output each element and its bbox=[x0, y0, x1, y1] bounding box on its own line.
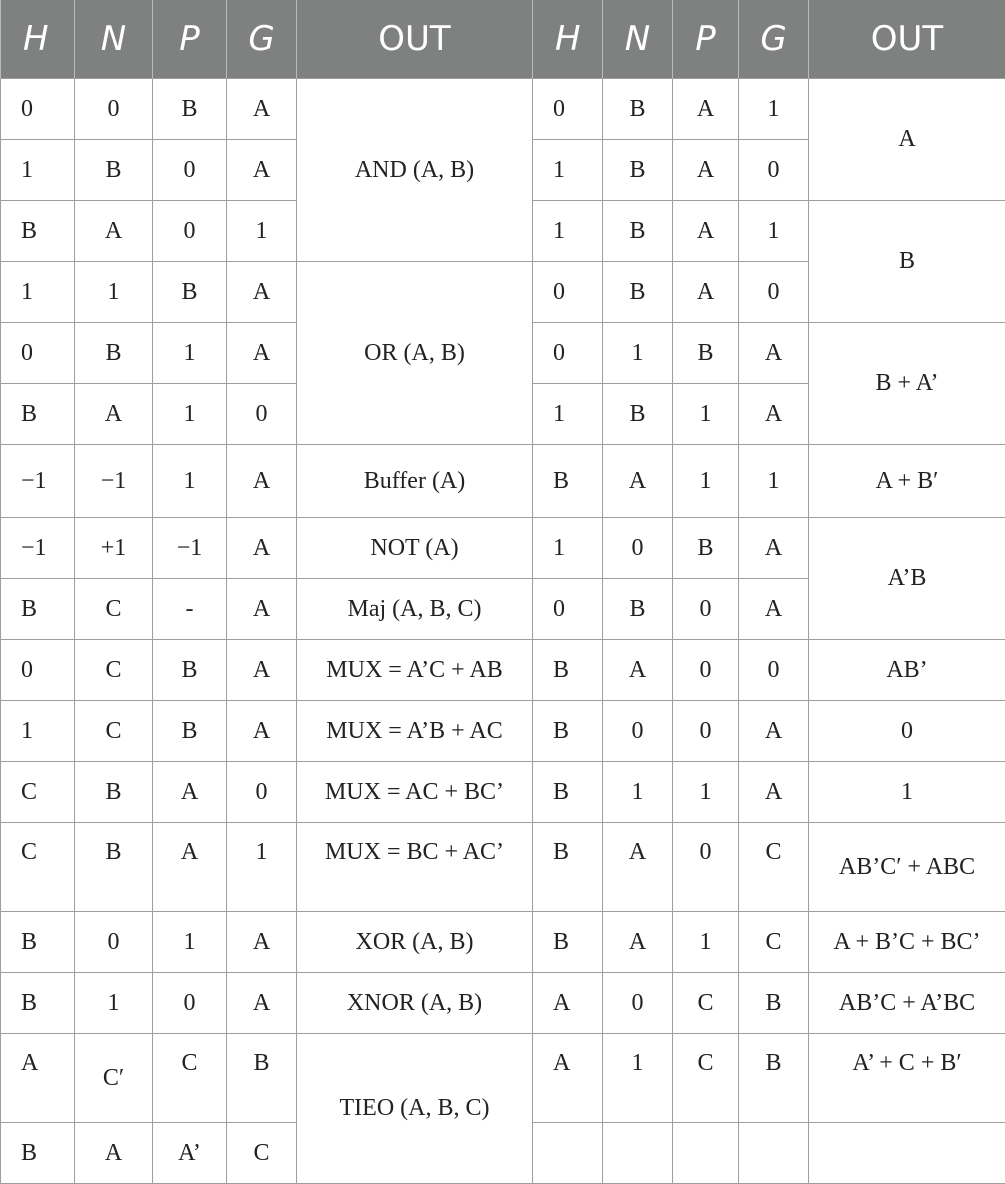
cell-out: NOT (A) bbox=[297, 518, 533, 579]
cell-n: A bbox=[603, 445, 673, 518]
cell-n: 0 bbox=[75, 79, 153, 140]
cell-g: 0 bbox=[739, 640, 809, 701]
cell-p: 1 bbox=[153, 384, 227, 445]
cell-g: 1 bbox=[739, 201, 809, 262]
cell-p: 1 bbox=[673, 912, 739, 973]
cell-p: 1 bbox=[153, 445, 227, 518]
table-row bbox=[1, 640, 1005, 701]
cell-g: B bbox=[227, 1034, 297, 1123]
cell-p: B bbox=[153, 640, 227, 701]
cell-out: XNOR (A, B) bbox=[297, 973, 533, 1034]
cell-n: A bbox=[603, 640, 673, 701]
cell-n: A bbox=[603, 823, 673, 912]
cell-n: A bbox=[75, 384, 153, 445]
cell-h: 0 bbox=[1, 640, 75, 701]
cell-n: 0 bbox=[603, 973, 673, 1034]
cell-p: 1 bbox=[673, 762, 739, 823]
cell-n: +1 bbox=[75, 518, 153, 579]
cell-g: 0 bbox=[227, 762, 297, 823]
cell-p: 0 bbox=[673, 701, 739, 762]
cell-out: AB’C′ + ABC bbox=[809, 823, 1005, 912]
cell-p: B bbox=[153, 262, 227, 323]
cell-n: B bbox=[75, 140, 153, 201]
cell-h: B bbox=[1, 912, 75, 973]
cell-n: 1 bbox=[603, 323, 673, 384]
cell-h: B bbox=[1, 201, 75, 262]
cell-h: B bbox=[533, 762, 603, 823]
cell-g: 1 bbox=[227, 201, 297, 262]
cell-p: C bbox=[153, 1034, 227, 1123]
cell-p: B bbox=[673, 518, 739, 579]
table-row bbox=[1, 79, 1005, 140]
cell-h: C bbox=[1, 823, 75, 912]
header-n-right: N bbox=[603, 0, 673, 79]
cell-g: 1 bbox=[739, 445, 809, 518]
cell-p: 1 bbox=[673, 445, 739, 518]
cell-h: −1 bbox=[1, 518, 75, 579]
cell-p: C bbox=[673, 973, 739, 1034]
header-row bbox=[1, 0, 1005, 79]
cell-n: A bbox=[603, 912, 673, 973]
cell-n: B bbox=[603, 262, 673, 323]
cell-p: A bbox=[673, 201, 739, 262]
cell-p: B bbox=[153, 79, 227, 140]
cell-g: C bbox=[739, 912, 809, 973]
table-row bbox=[1, 518, 1005, 579]
header-g-right: G bbox=[739, 0, 809, 79]
cell-n: C bbox=[75, 640, 153, 701]
cell-g: A bbox=[227, 701, 297, 762]
cell-g: C bbox=[227, 1123, 297, 1184]
cell-h: A bbox=[533, 1034, 603, 1123]
cell-p: 0 bbox=[673, 640, 739, 701]
cell-h: 1 bbox=[1, 140, 75, 201]
cell-h: A bbox=[1, 1034, 75, 1123]
cell-h: 1 bbox=[533, 518, 603, 579]
cell-out: MUX = A’C + AB bbox=[297, 640, 533, 701]
cell-h: 0 bbox=[1, 79, 75, 140]
cell-p: A bbox=[673, 262, 739, 323]
cell-out: A bbox=[809, 79, 1005, 201]
cell-n: C bbox=[75, 701, 153, 762]
cell-n: 1 bbox=[75, 973, 153, 1034]
cell-h: 1 bbox=[533, 201, 603, 262]
cell-n: B bbox=[603, 201, 673, 262]
cell-h: B bbox=[1, 1123, 75, 1184]
cell-p: 1 bbox=[153, 912, 227, 973]
cell-g: A bbox=[739, 579, 809, 640]
cell-out: A’ + C + B′ bbox=[809, 1034, 1005, 1123]
empty-cell bbox=[603, 1123, 673, 1184]
cell-g: A bbox=[227, 973, 297, 1034]
cell-h: 0 bbox=[533, 79, 603, 140]
cell-g: A bbox=[227, 79, 297, 140]
cell-g: A bbox=[227, 140, 297, 201]
cell-p: A bbox=[673, 140, 739, 201]
cell-out: AND (A, B) bbox=[297, 79, 533, 262]
cell-out: 0 bbox=[809, 701, 1005, 762]
cell-h: 0 bbox=[533, 579, 603, 640]
cell-h: B bbox=[1, 579, 75, 640]
cell-g: C bbox=[739, 823, 809, 912]
cell-n: B bbox=[603, 140, 673, 201]
cell-n: 1 bbox=[603, 762, 673, 823]
empty-cell bbox=[739, 1123, 809, 1184]
cell-g: A bbox=[227, 323, 297, 384]
cell-p: A bbox=[673, 79, 739, 140]
cell-p: 0 bbox=[673, 579, 739, 640]
cell-out: OR (A, B) bbox=[297, 262, 533, 445]
cell-g: 0 bbox=[739, 262, 809, 323]
cell-n: C bbox=[75, 579, 153, 640]
cell-p: −1 bbox=[153, 518, 227, 579]
cell-out: Buffer (A) bbox=[297, 445, 533, 518]
cell-h: B bbox=[533, 640, 603, 701]
cell-p: 1 bbox=[153, 323, 227, 384]
cell-out: MUX = BC + AC’ bbox=[297, 823, 533, 912]
cell-h: A bbox=[533, 973, 603, 1034]
header-out-right: OUT bbox=[809, 0, 1005, 79]
header-h-left: H bbox=[1, 0, 75, 79]
cell-out: A + B’C + BC’ bbox=[809, 912, 1005, 973]
cell-out: XOR (A, B) bbox=[297, 912, 533, 973]
cell-p: C bbox=[673, 1034, 739, 1123]
cell-n: −1 bbox=[75, 445, 153, 518]
cell-p: B bbox=[673, 323, 739, 384]
cell-h: B bbox=[1, 973, 75, 1034]
cell-g: A bbox=[227, 518, 297, 579]
cell-h: B bbox=[1, 384, 75, 445]
cell-g: A bbox=[227, 912, 297, 973]
cell-h: 1 bbox=[1, 701, 75, 762]
cell-n: B bbox=[603, 579, 673, 640]
cell-n: B bbox=[603, 79, 673, 140]
header-p-right: P bbox=[673, 0, 739, 79]
cell-n: C′ bbox=[75, 1034, 153, 1123]
cell-n: B bbox=[75, 323, 153, 384]
cell-n: A bbox=[75, 201, 153, 262]
cell-n: 1 bbox=[603, 1034, 673, 1123]
cell-n: 0 bbox=[75, 912, 153, 973]
table-row bbox=[1, 701, 1005, 762]
cell-n: B bbox=[75, 823, 153, 912]
table-row bbox=[1, 823, 1005, 912]
cell-h: 0 bbox=[533, 262, 603, 323]
cell-out: Maj (A, B, C) bbox=[297, 579, 533, 640]
cell-g: A bbox=[227, 640, 297, 701]
cell-out: MUX = AC + BC’ bbox=[297, 762, 533, 823]
cell-out: AB’ bbox=[809, 640, 1005, 701]
table-row bbox=[1, 445, 1005, 518]
cell-g: A bbox=[227, 445, 297, 518]
table-row bbox=[1, 762, 1005, 823]
cell-out: B bbox=[809, 201, 1005, 323]
cell-h: 0 bbox=[1, 323, 75, 384]
cell-out: MUX = A’B + AC bbox=[297, 701, 533, 762]
cell-n: A bbox=[75, 1123, 153, 1184]
cell-h: −1 bbox=[1, 445, 75, 518]
cell-g: A bbox=[739, 518, 809, 579]
cell-h: B bbox=[533, 701, 603, 762]
cell-h: 1 bbox=[533, 140, 603, 201]
cell-h: B bbox=[533, 912, 603, 973]
cell-p: B bbox=[153, 701, 227, 762]
table-row bbox=[1, 1034, 1005, 1123]
header-n-left: N bbox=[75, 0, 153, 79]
header-p-left: P bbox=[153, 0, 227, 79]
cell-n: B bbox=[603, 384, 673, 445]
cell-p: A’ bbox=[153, 1123, 227, 1184]
cell-g: A bbox=[739, 762, 809, 823]
cell-n: 0 bbox=[603, 701, 673, 762]
cell-h: 0 bbox=[533, 323, 603, 384]
header-out-left: OUT bbox=[297, 0, 533, 79]
cell-n: 1 bbox=[75, 262, 153, 323]
cell-g: A bbox=[227, 262, 297, 323]
empty-cell bbox=[673, 1123, 739, 1184]
table-row bbox=[1, 973, 1005, 1034]
cell-out: A’B bbox=[809, 518, 1005, 640]
cell-out: AB’C + A’BC bbox=[809, 973, 1005, 1034]
cell-g: 0 bbox=[227, 384, 297, 445]
cell-g: A bbox=[739, 384, 809, 445]
cell-h: 1 bbox=[533, 384, 603, 445]
cell-g: A bbox=[739, 323, 809, 384]
cell-g: A bbox=[227, 579, 297, 640]
cell-p: 0 bbox=[673, 823, 739, 912]
cell-p: 0 bbox=[153, 201, 227, 262]
empty-cell bbox=[809, 1123, 1005, 1184]
cell-out: TIEO (A, B, C) bbox=[297, 1034, 533, 1184]
cell-g: 1 bbox=[739, 79, 809, 140]
cell-p: A bbox=[153, 823, 227, 912]
cell-p: 0 bbox=[153, 973, 227, 1034]
cell-out: 1 bbox=[809, 762, 1005, 823]
header-g-left: G bbox=[227, 0, 297, 79]
header-h-right: H bbox=[533, 0, 603, 79]
cell-g: 0 bbox=[739, 140, 809, 201]
cell-p: 0 bbox=[153, 140, 227, 201]
cell-out: A + B′ bbox=[809, 445, 1005, 518]
cell-h: B bbox=[533, 823, 603, 912]
cell-p: - bbox=[153, 579, 227, 640]
cell-out: B + A’ bbox=[809, 323, 1005, 445]
table-row bbox=[1, 912, 1005, 973]
cell-h: C bbox=[1, 762, 75, 823]
cell-n: B bbox=[75, 762, 153, 823]
cell-h: 1 bbox=[1, 262, 75, 323]
cell-g: A bbox=[739, 701, 809, 762]
cell-p: 1 bbox=[673, 384, 739, 445]
cell-p: A bbox=[153, 762, 227, 823]
cell-h: B bbox=[533, 445, 603, 518]
empty-cell bbox=[533, 1123, 603, 1184]
cell-g: B bbox=[739, 973, 809, 1034]
cell-n: 0 bbox=[603, 518, 673, 579]
cell-g: 1 bbox=[227, 823, 297, 912]
cell-g: B bbox=[739, 1034, 809, 1123]
